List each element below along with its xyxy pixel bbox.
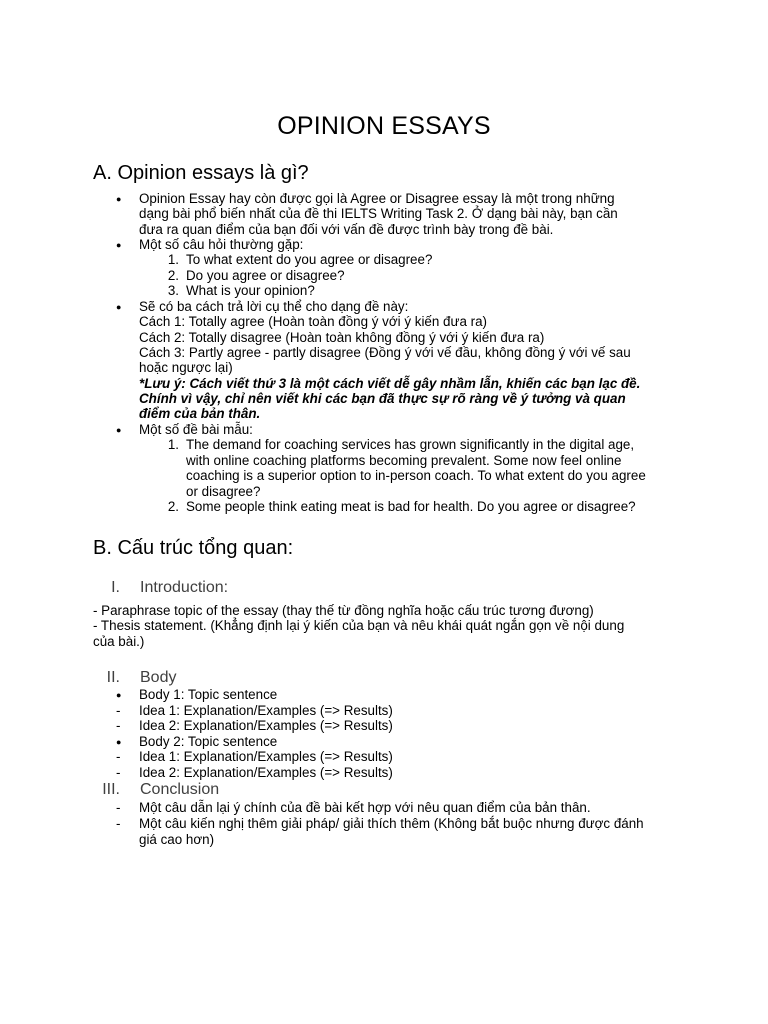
dash-marker: - bbox=[116, 816, 121, 831]
list-item: coaching is a superior option to in-person coach. To what extent do you agree bbox=[186, 468, 646, 483]
roman-numeral: II. bbox=[106, 669, 120, 686]
list-item: To what extent do you agree or disagree? bbox=[186, 252, 433, 267]
text-line: - Paraphrase topic of the essay (thay thế từ đồng nghĩa hoặc cấu trúc tương đương) bbox=[93, 603, 594, 618]
list-item: giá cao hơn) bbox=[139, 832, 215, 847]
note-line: điểm của bản thân. bbox=[139, 406, 261, 421]
text-line: của bài.) bbox=[93, 634, 145, 649]
text-line: - Thesis statement. (Khẳng định lại ý kiến của bạn và nêu khái quát ngắn gọn về nội dung bbox=[93, 618, 625, 633]
list-item: What is your opinion? bbox=[186, 283, 315, 298]
text-line: Sẽ có ba cách trả lời cụ thể cho dạng đề này: bbox=[139, 299, 409, 314]
list-item: Một câu dẫn lại ý chính của đề bài kết hợp với nêu quan điểm của bản thân. bbox=[139, 800, 591, 815]
dash-marker: - bbox=[116, 703, 121, 718]
list-item: Body 1: Topic sentence bbox=[139, 687, 278, 702]
section-b-heading: B. Cấu trúc tổng quan: bbox=[93, 537, 294, 559]
list-number: 2. bbox=[167, 268, 179, 283]
dash-marker: - bbox=[116, 718, 121, 733]
list-number: 2. bbox=[167, 499, 179, 514]
text-line: Một số câu hỏi thường gặp: bbox=[139, 237, 304, 252]
list-item: Some people think eating meat is bad for health. Do you agree or disagree? bbox=[186, 499, 636, 514]
bullet-marker: ● bbox=[116, 737, 122, 747]
text-line: hoặc ngược lại) bbox=[139, 360, 233, 375]
text-line: Cách 3: Partly agree - partly disagree (Đồng ý với vế đầu, không đồng ý với vế sau bbox=[139, 345, 631, 360]
text-line: Một số đề bài mẫu: bbox=[139, 422, 253, 437]
note-line: *Lưu ý: Cách viết thứ 3 là một cách viết dễ gây nhầm lẫn, khiến các bạn lạc đề. bbox=[139, 376, 641, 391]
body-heading: Body bbox=[140, 669, 177, 686]
list-item: Idea 2: Explanation/Examples (=> Results) bbox=[139, 765, 393, 780]
note-line: Chính vì vậy, chỉ nên viết khi các bạn đã thực sự rõ ràng về ý tưởng và quan bbox=[139, 391, 626, 406]
list-number: 1. bbox=[167, 252, 179, 267]
list-item: Idea 1: Explanation/Examples (=> Results) bbox=[139, 703, 393, 718]
list-item: or disagree? bbox=[186, 484, 261, 499]
roman-numeral: III. bbox=[102, 781, 120, 798]
text-line: Cách 1: Totally agree (Hoàn toàn đồng ý với ý kiến đưa ra) bbox=[139, 314, 487, 329]
roman-numeral: I. bbox=[111, 579, 120, 596]
bullet-marker: ● bbox=[116, 425, 122, 435]
list-number: 1. bbox=[167, 437, 179, 452]
text-line: đưa ra quan điểm của bạn đối với vấn đề được trình bày trong đề bài. bbox=[139, 222, 554, 237]
text-line: dạng bài phổ biến nhất của đề thi IELTS Writing Task 2. Ở dạng bài này, bạn cần bbox=[139, 206, 618, 221]
bullet-marker: ● bbox=[116, 302, 122, 312]
list-item: Idea 1: Explanation/Examples (=> Results) bbox=[139, 749, 393, 764]
page-title: OPINION ESSAYS bbox=[277, 112, 491, 140]
bullet-marker: ● bbox=[116, 690, 122, 700]
dash-marker: - bbox=[116, 749, 121, 764]
bullet-marker: ● bbox=[116, 240, 122, 250]
text-line: Opinion Essay hay còn được gọi là Agree or Disagree essay là một trong những bbox=[139, 191, 615, 206]
list-item: Do you agree or disagree? bbox=[186, 268, 345, 283]
text-line: Cách 2: Totally disagree (Hoàn toàn không đồng ý với ý kiến đưa ra) bbox=[139, 330, 545, 345]
dash-marker: - bbox=[116, 800, 121, 815]
list-item: Idea 2: Explanation/Examples (=> Results) bbox=[139, 718, 393, 733]
dash-marker: - bbox=[116, 765, 121, 780]
list-number: 3. bbox=[167, 283, 179, 298]
list-item: with online coaching platforms becoming prevalent. Some now feel online bbox=[186, 453, 622, 468]
section-a-heading: A. Opinion essays là gì? bbox=[93, 162, 309, 184]
intro-heading: Introduction: bbox=[140, 579, 229, 596]
bullet-marker: ● bbox=[116, 194, 122, 204]
conclusion-heading: Conclusion bbox=[140, 781, 220, 798]
list-item: The demand for coaching services has grown significantly in the digital age, bbox=[186, 437, 635, 452]
list-item: Một câu kiến nghị thêm giải pháp/ giải thích thêm (Không bắt buộc nhưng được đánh bbox=[139, 816, 644, 831]
list-item: Body 2: Topic sentence bbox=[139, 734, 278, 749]
